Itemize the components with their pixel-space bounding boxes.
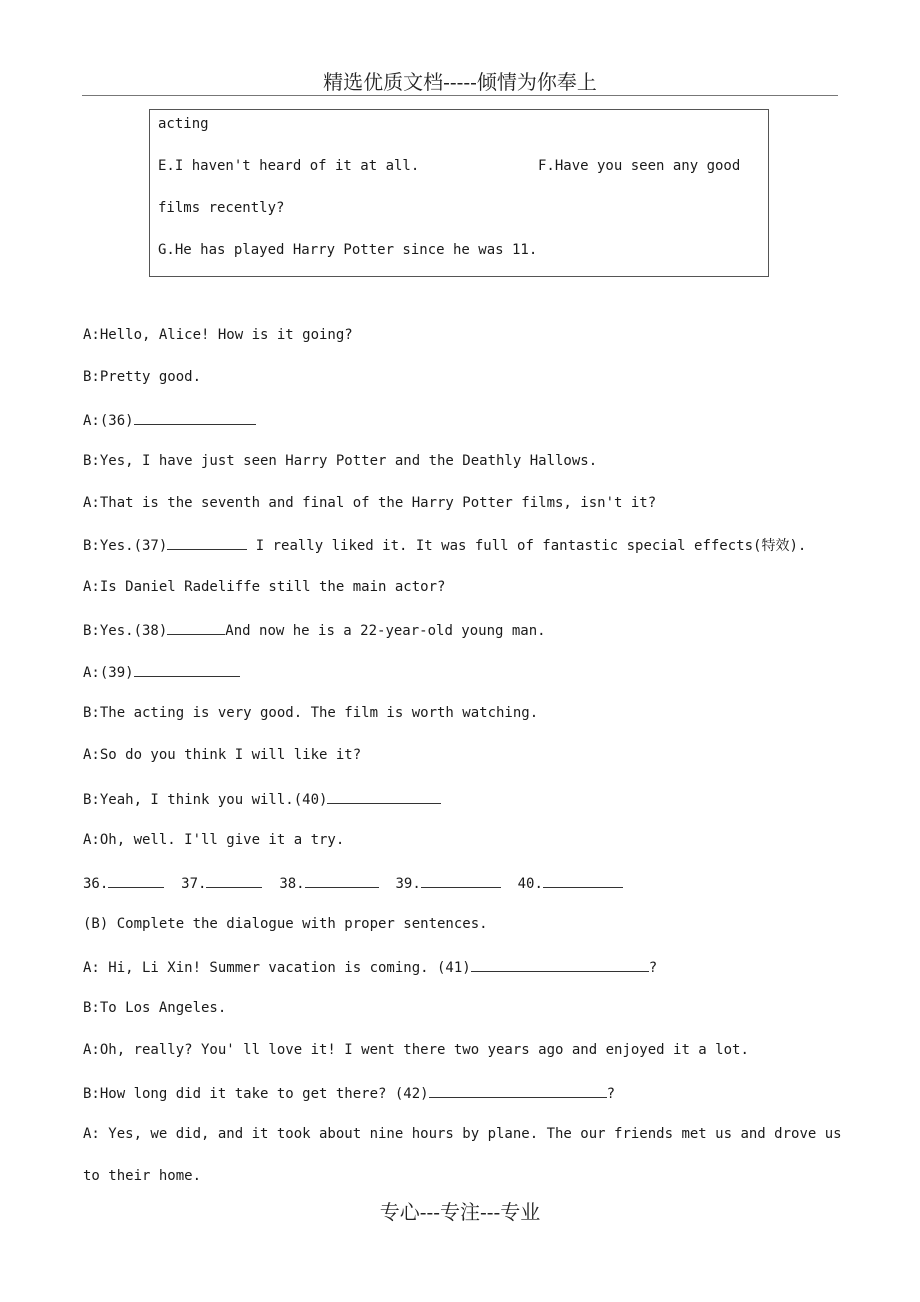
answer-37-label: 37. (181, 876, 207, 892)
question-37-label: B:Yes.(37) (83, 538, 168, 554)
question-42-label: B:How long did it take to get there? (42) (83, 1086, 429, 1102)
blank-39[interactable] (134, 662, 240, 677)
option-e: E.I haven't heard of it at all. (158, 158, 420, 174)
dialogue-a-line-5: A:That is the seventh and final of the Harry Potter films, isn't it? (83, 495, 657, 511)
dialogue-b-line-6: to their home. (83, 1168, 202, 1184)
page-header: 精选优质文档-----倾情为你奉上 (323, 70, 597, 94)
dialogue-b-line-4 (83, 1083, 615, 1103)
option-f: F.Have you seen any good (538, 158, 741, 174)
answer-40-label: 40. (517, 876, 543, 892)
answer-37-blank[interactable] (206, 873, 262, 888)
dialogue-a-line-9 (83, 662, 240, 682)
question-38-label: B:Yes.(38) (83, 623, 168, 639)
dialogue-a-line-7: A:Is Daniel Radeliffe still the main actor? (83, 579, 446, 595)
blank-41[interactable] (471, 957, 649, 972)
answer-39-label: 39. (395, 876, 421, 892)
question-39-label: A:(39) (83, 665, 134, 681)
blank-38[interactable] (167, 620, 225, 635)
blank-37[interactable] (167, 535, 247, 550)
answer-line (83, 873, 623, 893)
answer-36-blank[interactable] (108, 873, 164, 888)
question-41-label: A: Hi, Li Xin! Summer vacation is coming. (41) (83, 960, 471, 976)
answer-40-blank[interactable] (543, 873, 623, 888)
answer-38-label: 38. (279, 876, 305, 892)
dialogue-a-line-4: B:Yes, I have just seen Harry Potter and the Deathly Hallows. (83, 453, 598, 469)
dialogue-a-line-6 (83, 535, 806, 555)
header-divider (82, 95, 838, 96)
dialogue-a-line-8 (83, 620, 546, 640)
dialogue-a-line-12 (83, 789, 441, 809)
blank-42[interactable] (429, 1083, 607, 1098)
dialogue-b-line-1 (83, 957, 657, 977)
option-f-continued: films recently? (158, 200, 285, 216)
dialogue-a-line-6-rest: I really liked it. It was full of fantastic special effects(特效). (247, 538, 807, 554)
question-36-label: A:(36) (83, 413, 134, 429)
dialogue-b-line-5: A: Yes, we did, and it took about nine hours by plane. The our friends met us and drove us (83, 1126, 842, 1142)
dialogue-a-line-10: B:The acting is very good. The film is worth watching. (83, 705, 539, 721)
section-b-heading: (B) Complete the dialogue with proper sentences. (83, 916, 488, 932)
dialogue-a-line-1: A:Hello, Alice! How is it going? (83, 327, 353, 343)
dialogue-b-line-3: A:Oh, really? You' ll love it! I went there two years ago and enjoyed it a lot. (83, 1042, 749, 1058)
dialogue-a-line-3 (83, 410, 256, 430)
question-42-mark: ? (606, 1086, 616, 1102)
question-40-label: B:Yeah, I think you will.(40) (83, 792, 328, 808)
page-footer: 专心---专注---专业 (379, 1200, 541, 1224)
option-acting-continued: acting (158, 116, 209, 132)
dialogue-a-line-8-rest: And now he is a 22-year-old young man. (225, 623, 546, 639)
dialogue-a-line-2: B:Pretty good. (83, 369, 202, 385)
answer-38-blank[interactable] (305, 873, 379, 888)
question-41-mark: ? (648, 960, 658, 976)
blank-36[interactable] (134, 410, 256, 425)
blank-40[interactable] (327, 789, 441, 804)
answer-36-label: 36. (83, 876, 109, 892)
dialogue-a-line-11: A:So do you think I will like it? (83, 747, 362, 763)
dialogue-b-line-2: B:To Los Angeles. (83, 1000, 227, 1016)
option-g: G.He has played Harry Potter since he was 11. (158, 242, 538, 258)
dialogue-a-line-13: A:Oh, well. I'll give it a try. (83, 832, 345, 848)
answer-39-blank[interactable] (421, 873, 501, 888)
